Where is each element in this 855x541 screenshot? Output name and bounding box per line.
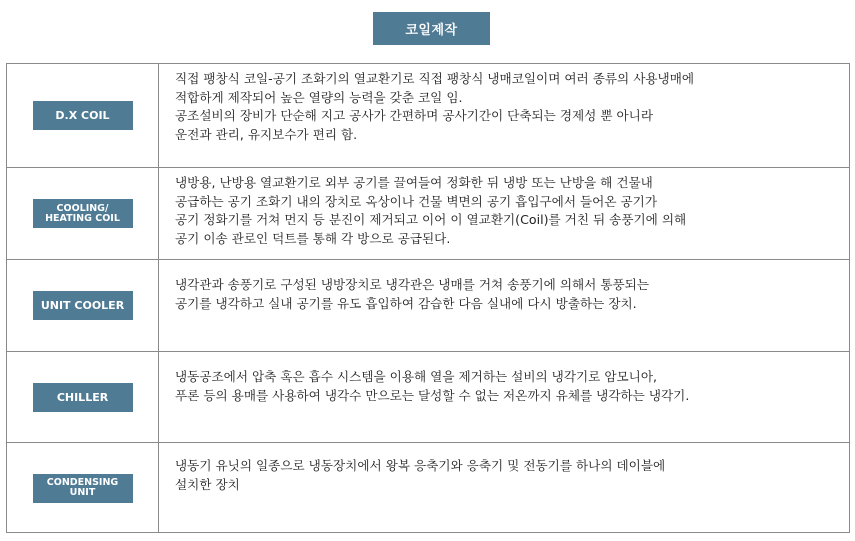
description-line: 공조설비의 장비가 단순해 지고 공사가 간편하며 공사기간이 단축되는 경제성 뿐 아니라 — [175, 108, 653, 123]
row-label-unit-cooler: UNIT COOLER — [33, 291, 133, 320]
label-cell — [7, 443, 159, 533]
description-line: 공급하는 공기 조화기 내의 장치로 옥상이나 건물 벽면의 공기 흡입구에서 들어온 공기가 — [175, 193, 657, 209]
description-cell — [159, 443, 849, 533]
table-row-chiller — [7, 352, 849, 443]
description-line: 공기 정화기를 거쳐 먼지 등 분진이 제거되고 이어 이 열교환기(Coil)를 거친 뒤 송풍기에 의해 — [175, 212, 687, 227]
description-line: 푸론 등의 용매를 사용하여 냉각수 만으로는 달성할 수 없는 저온까지 유체를 냉각하는 냉각기. — [175, 387, 690, 403]
table-row-unit-cooler — [7, 260, 849, 352]
table-row-cooling-heating-coil — [7, 168, 849, 260]
description-cell — [159, 260, 849, 351]
label-cell — [7, 64, 159, 167]
label-cell — [7, 352, 159, 442]
table-row-condensing-unit — [7, 443, 849, 533]
description-cell — [159, 352, 849, 442]
description-cell — [159, 168, 849, 259]
description-line: 공기 이송 관로인 덕트를 통해 각 방으로 공급된다. — [175, 230, 451, 246]
label-cell — [7, 168, 159, 259]
page-title: 코일제작 — [373, 12, 490, 45]
description-line: 설치한 장치 — [175, 476, 240, 492]
description-line: 냉동기 유닛의 일종으로 냉동장치에서 왕복 응축기와 응축기 및 전동기를 하나의 데이블에 — [175, 458, 666, 473]
description-line: 냉각관과 송풍기로 구성된 냉방장치로 냉각관은 냉매를 거쳐 송풍기에 의해서 통풍되는 — [175, 277, 649, 292]
description-cell — [159, 64, 849, 167]
table-row-dx-coil — [7, 64, 849, 168]
description-line: 운전과 관리, 유지보수가 편리 함. — [175, 126, 358, 142]
description-line: 냉동공조에서 압축 혹은 흡수 시스템을 이용해 열을 제거하는 설비의 냉각기로 암모니아, — [175, 369, 657, 384]
row-label-dx-coil: D.X COIL — [33, 101, 133, 130]
coil-types-table — [6, 63, 850, 533]
description-line: 공기를 냉각하고 실내 공기를 유도 흡입하여 감습한 다음 실내에 다시 방출하는 장치. — [175, 295, 637, 311]
row-label-chiller: CHILLER — [33, 383, 133, 412]
description-line: 적합하게 제작되어 높은 열량의 능력을 갖춘 코일 임. — [175, 89, 463, 105]
description-line: 직접 팽창식 코일-공기 조화기의 열교환기로 직접 팽창식 냉매코일이며 여러 종류의 사용냉매에 — [175, 71, 695, 86]
label-cell — [7, 260, 159, 351]
row-label-condensing-unit: CONDENSING UNIT — [33, 474, 133, 503]
row-label-cooling-heating-coil: COOLING/ HEATING COIL — [33, 199, 133, 228]
description-line: 냉방용, 난방용 열교환기로 외부 공기를 끌여들여 정화한 뒤 냉방 또는 난방을 해 건물내 — [175, 175, 653, 190]
